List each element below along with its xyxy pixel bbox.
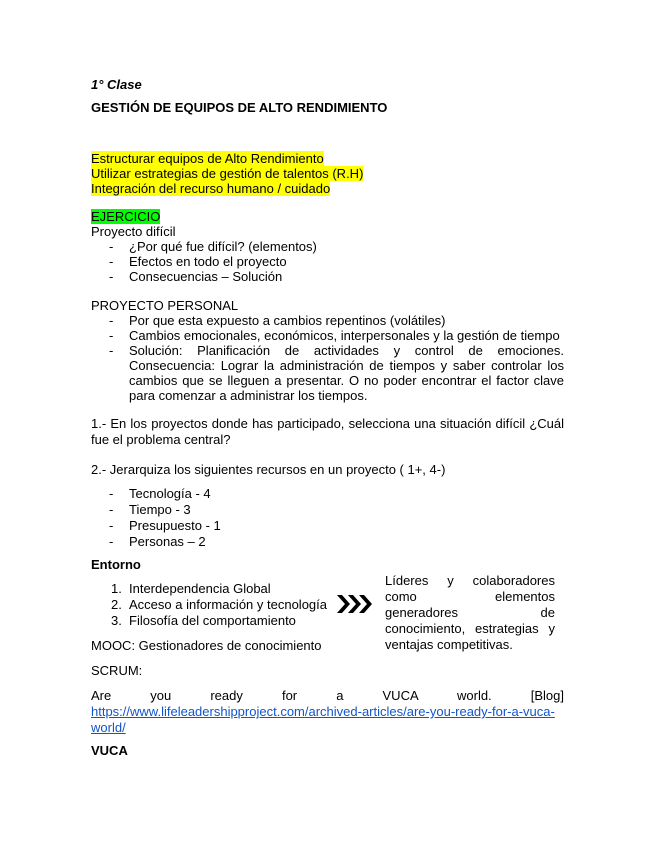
page-title: GESTIÓN DE EQUIPOS DE ALTO RENDIMIENTO bbox=[91, 100, 388, 115]
highlighted-goals bbox=[91, 151, 363, 196]
scrum-line: SCRUM: bbox=[91, 663, 143, 678]
list-item: - Efectos en todo el proyecto bbox=[91, 254, 317, 269]
ejercicio-label: EJERCICIO bbox=[91, 209, 161, 224]
proyecto-personal-label: PROYECTO PERSONAL bbox=[91, 298, 239, 313]
entorno-label: Entorno bbox=[91, 557, 141, 572]
mooc-line: MOOC: Gestionadores de conocimiento bbox=[91, 638, 322, 653]
vuca-heading: VUCA bbox=[91, 743, 128, 758]
list-item: - Cambios emocionales, económicos, interpersonales y la gestión de tiempo bbox=[91, 328, 564, 343]
proyecto-dificil-list bbox=[91, 239, 317, 284]
list-item: - Tecnología - 4 bbox=[91, 486, 221, 502]
list-item: - Tiempo - 3 bbox=[91, 502, 221, 518]
list-item bbox=[91, 581, 327, 597]
list-text: Interdependencia Global bbox=[129, 581, 271, 596]
vuca-reference bbox=[91, 688, 564, 736]
class-heading: 1° Clase bbox=[91, 77, 142, 92]
list-item: - Por que esta expuesto a cambios repentinos (volátiles) bbox=[91, 313, 564, 328]
list-item bbox=[91, 613, 327, 629]
question-1: 1.- En los proyectos donde has participado, selecciona una situación difícil ¿Cuál fue el problema central? bbox=[91, 416, 564, 447]
question-2: 2.- Jerarquiza los siguientes recursos en un proyecto ( 1+, 4-) bbox=[91, 462, 446, 477]
list-number: 2. bbox=[111, 597, 122, 612]
list-item bbox=[91, 597, 327, 613]
vuca-ref-text: Are you ready for a VUCA world. [Blog] bbox=[91, 688, 564, 703]
recursos-list bbox=[91, 486, 221, 550]
entorno-list bbox=[91, 581, 327, 629]
list-number: 3. bbox=[111, 613, 122, 628]
goal-line: Integración del recurso humano / cuidado bbox=[91, 181, 331, 196]
vuca-link[interactable]: https://www.lifeleadershipproject.com/archived-articles/are-you-ready-for-a-vuca-world/ bbox=[91, 704, 555, 735]
list-item: - Consecuencias – Solución bbox=[91, 269, 317, 284]
list-number: 1. bbox=[111, 581, 122, 596]
list-item: - Solución: Planificación de actividades y control de emociones. Consecuencia: Lograr la administración de tiempos y saber controlar los cambios que se lleguen a presentar. O no poder encontrar el factor clave para comenzar a administrar los tiempos. bbox=[91, 343, 564, 403]
proyecto-personal-list bbox=[91, 313, 564, 403]
triple-chevron-icon bbox=[335, 593, 375, 615]
goal-line: Utilizar estrategias de gestión de talentos (R.H) bbox=[91, 166, 364, 181]
list-item: - Personas – 2 bbox=[91, 534, 221, 550]
entorno-summary: Líderes y colaboradores como elementos generadores de conocimiento, estrategias y ventajas competitivas. bbox=[385, 573, 555, 652]
list-text: Acceso a información y tecnología bbox=[129, 597, 327, 612]
proyecto-dificil-label: Proyecto difícil bbox=[91, 224, 176, 239]
list-text: Filosofía del comportamiento bbox=[129, 613, 296, 628]
list-item: - Presupuesto - 1 bbox=[91, 518, 221, 534]
goal-line: Estructurar equipos de Alto Rendimiento bbox=[91, 151, 324, 166]
list-item: - ¿Por qué fue difícil? (elementos) bbox=[91, 239, 317, 254]
